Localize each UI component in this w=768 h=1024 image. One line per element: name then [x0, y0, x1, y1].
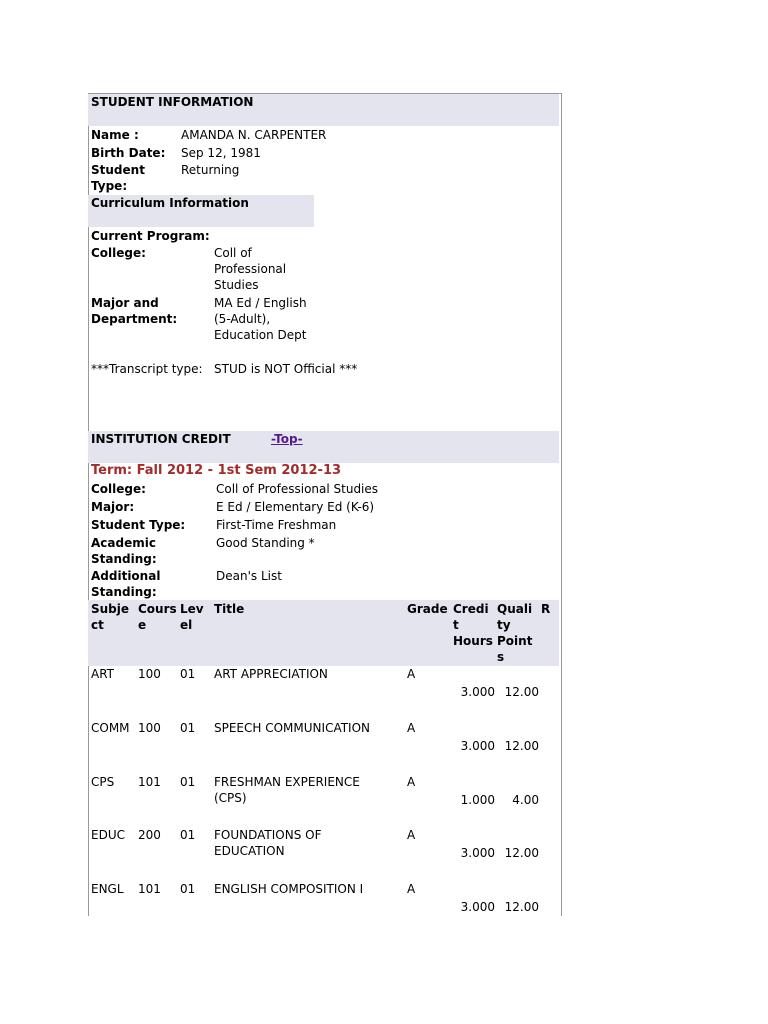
transcript-type-label: ***Transcript type:: [91, 362, 203, 376]
birth-date-label: Birth Date:: [91, 146, 166, 160]
row-title: FOUNDATIONS OF EDUCATION: [214, 828, 322, 858]
row-subject: ART: [91, 667, 115, 681]
row-title: FRESHMAN EXPERIENCE (CPS): [214, 775, 360, 805]
col-level-header: Lev el: [180, 602, 204, 632]
current-program-label: Current Program:: [91, 229, 210, 243]
col-course-header: Cours e: [138, 602, 177, 632]
academic-standing-label: Academic Standing:: [91, 536, 157, 566]
academic-standing-value: Good Standing *: [216, 536, 315, 550]
college-value: Coll of Professional Studies: [214, 246, 287, 292]
row-level: 01: [180, 775, 196, 789]
row-title: ENGLISH COMPOSITION I: [214, 882, 364, 896]
inst-college-label: College:: [91, 482, 146, 496]
row-level: 01: [180, 828, 196, 842]
row-quality-points: 4.00: [512, 793, 539, 807]
row-title: ART APPRECIATION: [214, 667, 328, 681]
col-quality-points-header: Quali ty Point s: [497, 602, 533, 664]
row-grade: A: [407, 667, 416, 681]
row-level: 01: [180, 721, 196, 735]
row-title: SPEECH COMMUNICATION: [214, 721, 371, 735]
curriculum-heading: Curriculum Information: [91, 196, 249, 210]
row-course: 101: [138, 775, 161, 789]
row-grade: A: [407, 775, 416, 789]
student-info-heading: STUDENT INFORMATION: [91, 95, 254, 109]
student-type-value: Returning: [181, 163, 240, 177]
row-quality-points: 12.00: [504, 739, 539, 753]
inst-major-value: E Ed / Elementary Ed (K-6): [216, 500, 375, 514]
row-quality-points: 12.00: [504, 846, 539, 860]
col-subject-header: Subje ct: [91, 602, 130, 632]
row-grade: A: [407, 882, 416, 896]
major-department-label: Major and Department:: [91, 296, 178, 326]
row-grade: A: [407, 828, 416, 842]
row-subject: CPS: [91, 775, 115, 789]
row-level: 01: [180, 882, 196, 896]
top-link[interactable]: -Top-: [271, 432, 303, 446]
term-heading: Term: Fall 2012 - 1st Sem 2012-13: [91, 463, 342, 478]
row-credit-hours: 3.000: [460, 685, 495, 699]
row-course: 101: [138, 882, 161, 896]
row-credit-hours: 3.000: [460, 739, 495, 753]
row-grade: A: [407, 721, 416, 735]
col-title-header: Title: [214, 602, 245, 616]
col-credit-hours-header: Credi t Hours: [453, 602, 493, 648]
row-subject: EDUC: [91, 828, 125, 842]
major-department-value: MA Ed / English (5-Adult), Education Dept: [214, 296, 307, 342]
birth-date-value: Sep 12, 1981: [181, 146, 261, 160]
inst-student-type-value: First-Time Freshman: [216, 518, 337, 532]
additional-standing-value: Dean's List: [216, 569, 282, 583]
college-label: College:: [91, 246, 146, 260]
student-type-label: Student Type:: [91, 163, 145, 193]
inst-major-label: Major:: [91, 500, 135, 514]
inst-college-value: Coll of Professional Studies: [216, 482, 379, 496]
inst-student-type-label: Student Type:: [91, 518, 186, 532]
row-quality-points: 12.00: [504, 900, 539, 914]
row-quality-points: 12.00: [504, 685, 539, 699]
row-credit-hours: 1.000: [460, 793, 495, 807]
row-subject: COMM: [91, 721, 130, 735]
name-value: AMANDA N. CARPENTER: [181, 128, 327, 142]
col-r-header: R: [541, 602, 551, 616]
institution-credit-heading: INSTITUTION CREDIT: [91, 432, 231, 446]
row-course: 100: [138, 667, 161, 681]
row-subject: ENGL: [91, 882, 124, 896]
row-credit-hours: 3.000: [460, 900, 495, 914]
transcript-type-value: STUD is NOT Official ***: [214, 362, 358, 376]
name-label: Name :: [91, 128, 139, 142]
row-course: 200: [138, 828, 161, 842]
additional-standing-label: Additional Standing:: [91, 569, 161, 599]
row-credit-hours: 3.000: [460, 846, 495, 860]
row-level: 01: [180, 667, 196, 681]
col-grade-header: Grade: [407, 602, 448, 616]
row-course: 100: [138, 721, 161, 735]
